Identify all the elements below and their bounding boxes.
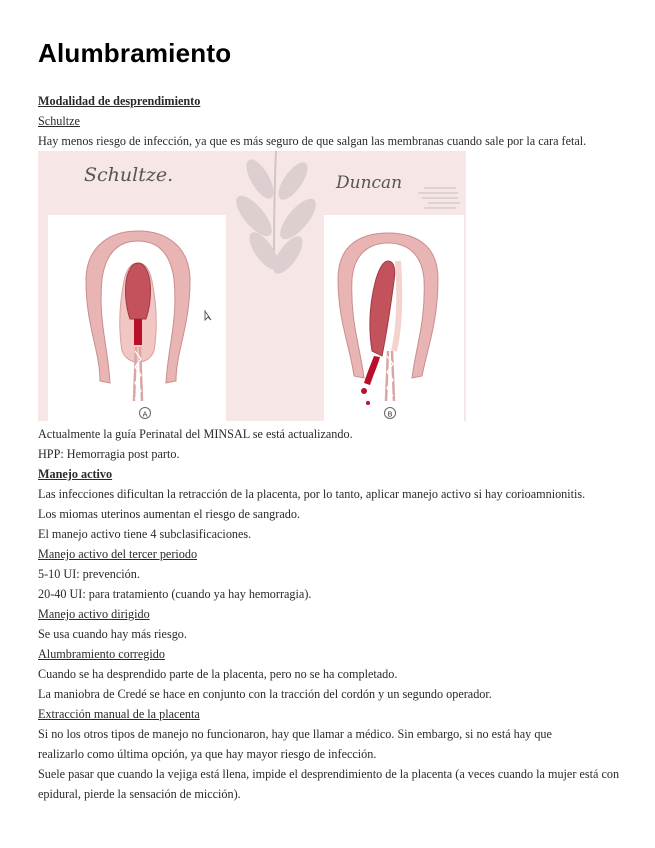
- marker-a: A: [142, 410, 148, 419]
- subheading-schultze: Schultze: [38, 114, 80, 128]
- paragraph-infecciones: Las infecciones dificultan la retracción de la placenta, por lo tanto, aplicar manejo activo si hay corioamnionitis.: [38, 487, 586, 501]
- paragraph-5-10-ui: 5-10 UI: prevención.: [38, 567, 140, 581]
- subheading-corregido: Alumbramiento corregido: [38, 647, 165, 661]
- placenta-illustration: [38, 151, 466, 421]
- paragraph-schultze: Hay menos riesgo de infección, ya que es más seguro de que salgan las membranas cuando sale por la cara fetal.: [38, 134, 587, 148]
- paragraph-subclasificaciones: El manejo activo tiene 4 subclasificaciones.: [38, 527, 252, 541]
- paragraph-crede: La maniobra de Credé se hace en conjunto con la tracción del cordón y un segundo operador.: [38, 687, 492, 701]
- subheading-tercer-periodo: Manejo activo del tercer periodo: [38, 547, 198, 561]
- heading-modalidad: Modalidad de desprendimiento: [38, 94, 201, 108]
- paragraph-mas-riesgo: Se usa cuando hay más riesgo.: [38, 627, 187, 641]
- heading-manejo-activo: Manejo activo: [38, 467, 113, 481]
- paragraph-otros-tipos: Si no los otros tipos de manejo no funcionaron, hay que llamar a médico. Sin embargo, si no está hay que realizarlo como última opción, ya que hay mayor riesgo de infección.: [38, 727, 552, 761]
- paragraph-desprendido: Cuando se ha desprendido parte de la placenta, pero no se ha completado.: [38, 667, 398, 681]
- paragraph-vejiga: Suele pasar que cuando la vejiga está llena, impide el desprendimiento de la placenta (a veces cuando la mujer está con epidural, pierde la sensación de micción).: [38, 767, 620, 801]
- paragraph-hpp: HPP: Hemorragia post parto.: [38, 447, 180, 461]
- page-title: Alumbramiento: [38, 38, 232, 68]
- paragraph-miomas: Los miomas uterinos aumentan el riesgo de sangrado.: [38, 507, 300, 521]
- label-duncan: Duncan: [336, 173, 403, 193]
- subheading-extraccion-manual: Extracción manual de la placenta: [38, 707, 200, 721]
- paragraph-minsal: Actualmente la guía Perinatal del MINSAL se está actualizando.: [38, 427, 353, 441]
- subheading-dirigido: Manejo activo dirigido: [38, 607, 150, 621]
- label-schultze: Schultze.: [84, 164, 174, 186]
- marker-b: B: [387, 410, 393, 419]
- paragraph-20-40-ui: 20-40 UI: para tratamiento (cuando ya hay hemorragia).: [38, 587, 312, 601]
